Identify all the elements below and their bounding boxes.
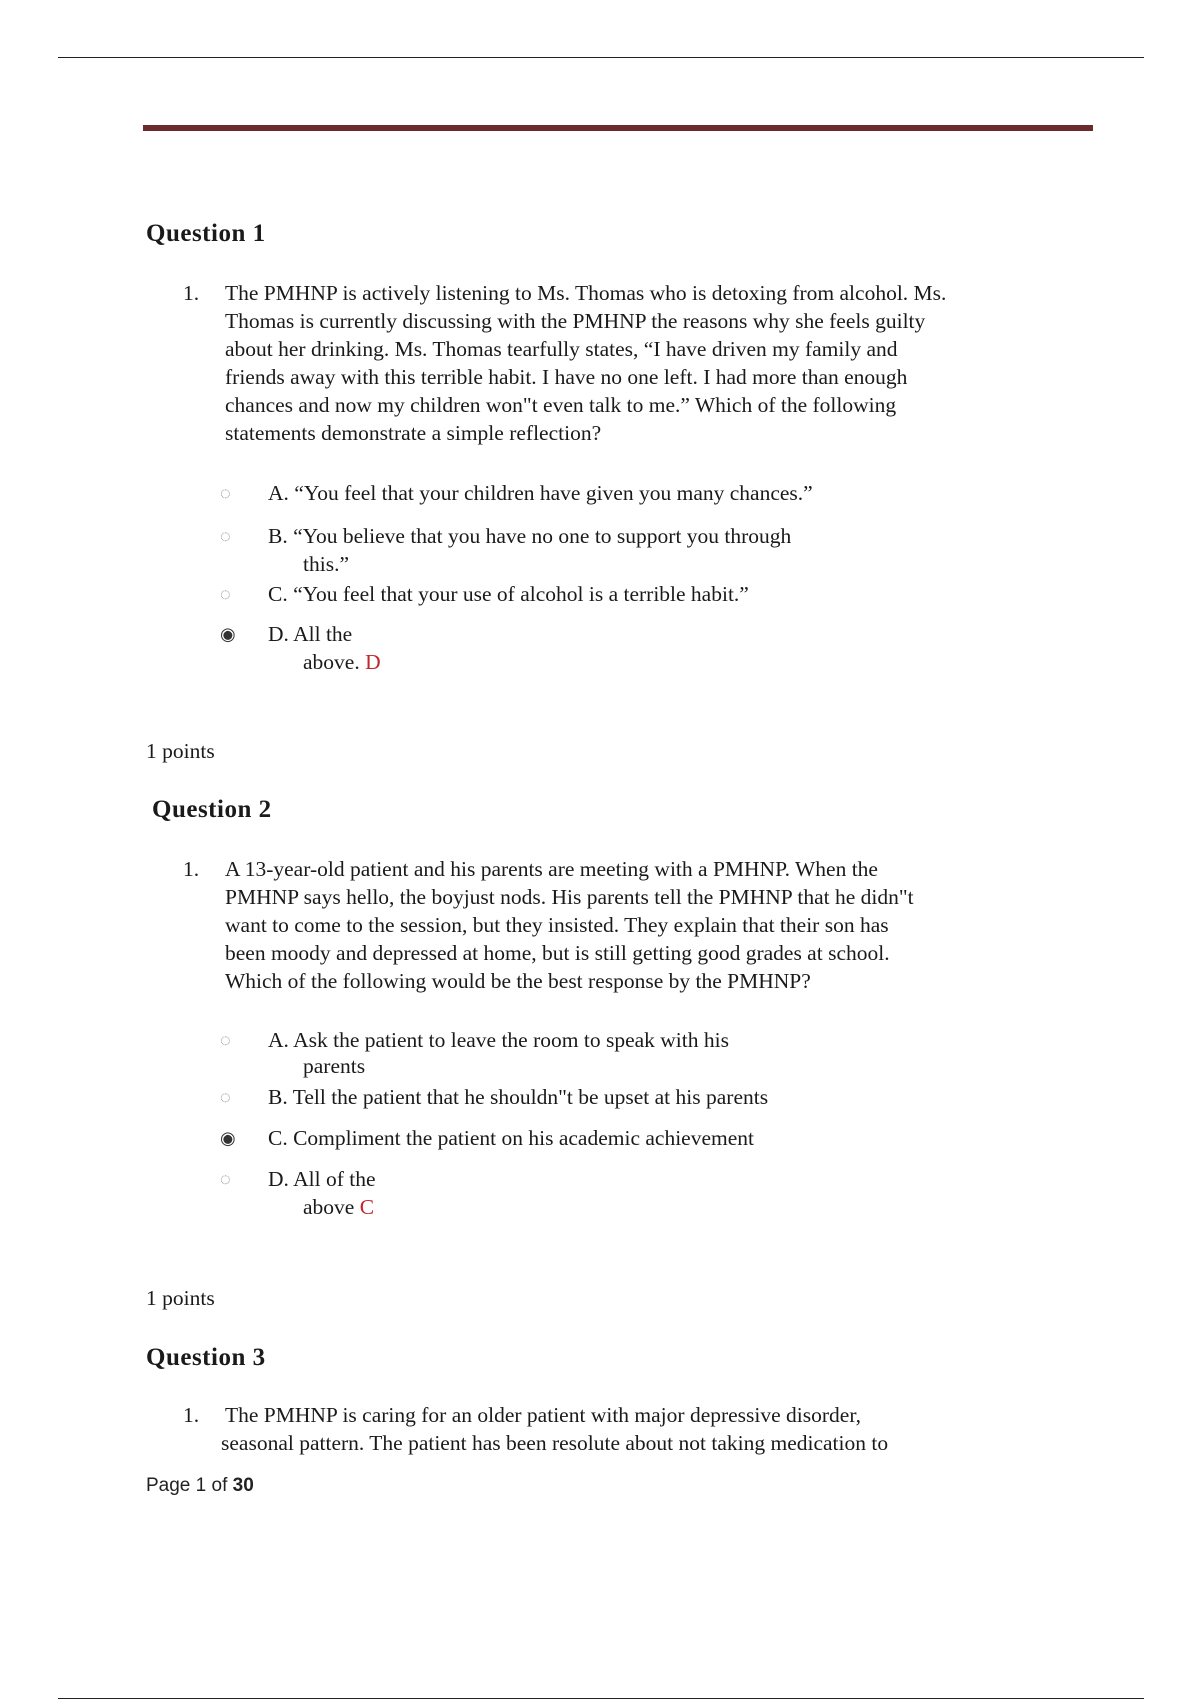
- stem-line: The PMHNP is caring for an older patient with major depressive disorder,: [225, 1403, 862, 1427]
- option-label-wrap: [268, 522, 791, 578]
- question-2-option-d[interactable]: [220, 1165, 980, 1221]
- radio-empty-icon[interactable]: ◌: [220, 526, 231, 546]
- question-3-heading: Question 3: [146, 1344, 266, 1371]
- option-label-wrap: [268, 620, 381, 676]
- question-1-points: 1 points: [146, 739, 215, 763]
- correct-answer: D: [365, 650, 381, 674]
- question-1-option-a[interactable]: [220, 479, 980, 507]
- question-2-option-b[interactable]: [220, 1083, 980, 1111]
- page-footer: [146, 1475, 254, 1497]
- stem-line: chances and now my children won"t even talk to me.” Which of the following: [225, 393, 897, 417]
- stem-line: Thomas is currently discussing with the PMHNP the reasons why she feels guilty: [225, 309, 926, 333]
- option-label-cont: above: [303, 1195, 360, 1219]
- question-2-option-c[interactable]: [220, 1124, 980, 1152]
- question-1-option-c[interactable]: [220, 580, 980, 608]
- radio-empty-icon[interactable]: ◌: [220, 1169, 231, 1189]
- option-label-cont: above.: [303, 650, 366, 674]
- option-label: B. Tell the patient that he shouldn"t be upset at his parents: [268, 1085, 769, 1109]
- stem-line: been moody and depressed at home, but is still getting good grades at school.: [225, 941, 890, 965]
- option-label: A. Ask the patient to leave the room to speak with his: [268, 1028, 729, 1052]
- option-label-cont: parents: [303, 1054, 366, 1078]
- question-3-stem: [183, 1401, 1083, 1457]
- stem-line: friends away with this terrible habit. I have no one left. I had more than enough: [225, 365, 908, 389]
- stem-line: want to come to the session, but they insisted. They explain that their son has: [225, 913, 889, 937]
- question-1-stem: [183, 279, 1083, 447]
- question-1-number: 1.: [183, 281, 200, 305]
- stem-line: PMHNP says hello, the boyjust nods. His parents tell the PMHNP that he didn"t: [225, 885, 914, 909]
- correct-answer: C: [359, 1195, 375, 1219]
- radio-empty-icon[interactable]: ◌: [220, 1087, 231, 1107]
- question-1-option-b[interactable]: [220, 522, 980, 578]
- question-1-option-d[interactable]: [220, 620, 980, 676]
- stem-line: The PMHNP is actively listening to Ms. Thomas who is detoxing from alcohol. Ms.: [225, 281, 947, 305]
- radio-selected-icon[interactable]: ◉: [220, 624, 236, 644]
- question-2-points: 1 points: [146, 1286, 215, 1310]
- option-label-cont: this.”: [303, 552, 349, 576]
- bottom-rule: [58, 1698, 1144, 1699]
- question-3-number: 1.: [183, 1403, 200, 1427]
- option-label: C. Compliment the patient on his academic achievement: [268, 1126, 754, 1150]
- stem-line: seasonal pattern. The patient has been resolute about not taking medication to: [221, 1431, 889, 1455]
- of-label: of: [211, 1475, 228, 1496]
- header-bar: [143, 125, 1093, 131]
- question-2-heading: Question 2: [152, 796, 272, 823]
- question-2-option-a[interactable]: [220, 1026, 980, 1078]
- radio-empty-icon[interactable]: ◌: [220, 584, 231, 604]
- top-rule: [58, 57, 1144, 58]
- option-label: D. All the: [268, 622, 353, 646]
- stem-line: A 13-year-old patient and his parents are meeting with a PMHNP. When the: [225, 857, 878, 881]
- stem-line: about her drinking. Ms. Thomas tearfully states, “I have driven my family and: [225, 337, 898, 361]
- page-total: 30: [232, 1475, 254, 1496]
- question-1-heading: Question 1: [146, 220, 266, 247]
- radio-empty-icon[interactable]: ◌: [220, 483, 231, 503]
- stem-line: statements demonstrate a simple reflection?: [225, 421, 602, 445]
- option-label-wrap: [268, 1165, 376, 1221]
- option-label: C. “You feel that your use of alcohol is a terrible habit.”: [268, 582, 749, 606]
- stem-line: Which of the following would be the best response by the PMHNP?: [225, 969, 811, 993]
- question-2-stem: [183, 855, 1083, 995]
- option-label: A. “You feel that your children have given you many chances.”: [268, 481, 813, 505]
- radio-selected-icon[interactable]: ◉: [220, 1128, 236, 1148]
- option-label-wrap: [268, 1026, 729, 1078]
- option-label: B. “You believe that you have no one to support you through: [268, 524, 792, 548]
- question-2-number: 1.: [183, 857, 200, 881]
- radio-empty-icon[interactable]: ◌: [220, 1030, 231, 1050]
- page-number: 1: [195, 1475, 207, 1496]
- option-label: D. All of the: [268, 1167, 376, 1191]
- page-label: Page: [146, 1475, 191, 1496]
